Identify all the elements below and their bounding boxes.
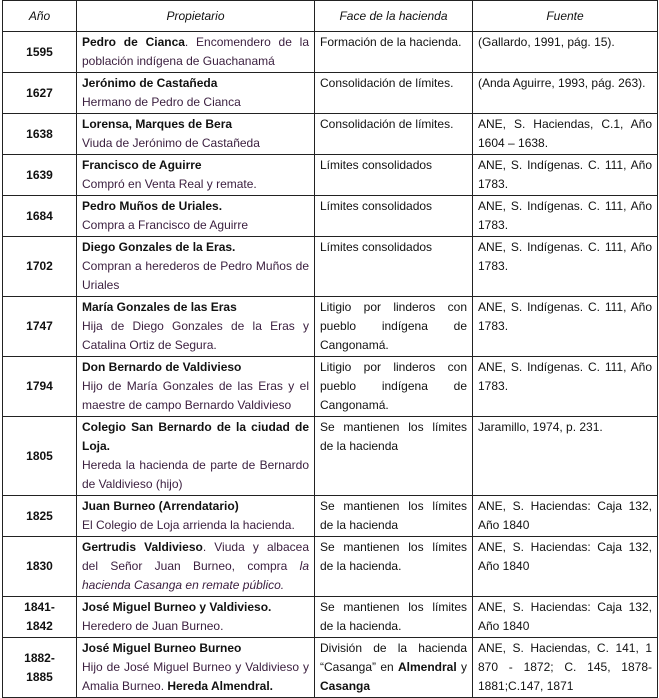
phase-cell — [315, 155, 473, 196]
table-row — [3, 297, 658, 357]
source-cell — [473, 114, 658, 155]
year-text: 1842 — [26, 619, 53, 633]
year-cell — [3, 496, 77, 537]
owner-cell — [77, 114, 315, 155]
year-text: 1841- — [24, 600, 55, 614]
owner-name: José Miguel Burneo Burneo — [82, 641, 242, 655]
header-phase: Face de la hacienda — [315, 1, 473, 32]
table-row — [3, 114, 658, 155]
source-text: (Gallardo, 1991, pág. 15). — [478, 35, 615, 49]
source-cell — [473, 496, 658, 537]
year-cell — [3, 155, 77, 196]
source-text: ANE, S. Indígenas. C. 111, Año 1783. — [478, 158, 652, 191]
owner-name: Pedro de Cianca — [82, 35, 185, 49]
source-cell — [473, 357, 658, 417]
phase-cell — [315, 417, 473, 496]
owner-description: El Colegio de Loja arrienda la hacienda. — [82, 518, 295, 532]
year-text: 1702 — [26, 259, 53, 273]
owner-description: Hijo de José Miguel Burneo y Valdivieso y Amalia Burneo. — [82, 660, 309, 693]
year-cell — [3, 114, 77, 155]
year-cell — [3, 417, 77, 496]
owner-description: . Viuda y albacea del Señor Juan Burneo, compra — [82, 540, 309, 573]
phase-text: Límites consolidados — [320, 240, 433, 254]
year-text: 1747 — [26, 319, 53, 333]
year-cell — [3, 32, 77, 73]
phase-cell — [315, 297, 473, 357]
owner-name: Juan Burneo (Arrendatario) — [82, 499, 239, 513]
source-cell — [473, 32, 658, 73]
year-text: 1794 — [26, 379, 53, 393]
phase-text: Límites consolidados — [320, 199, 433, 213]
source-text: ANE, S. Haciendas: Caja 132, Año 1840 — [478, 540, 652, 573]
owner-name: Gertrudis Valdivieso — [82, 540, 203, 554]
header-year: Año — [3, 1, 77, 32]
year-cell — [3, 638, 77, 698]
phase-cell — [315, 114, 473, 155]
source-cell — [473, 237, 658, 297]
owner-description: Hijo de María Gonzales de las Eras y el maestre de campo Bernardo Valdivieso — [82, 379, 309, 412]
table-row — [3, 597, 658, 638]
source-cell — [473, 417, 658, 496]
owner-description: Heredero de Juan Burneo. — [82, 619, 224, 633]
owner-cell — [77, 357, 315, 417]
phase-cell — [315, 32, 473, 73]
source-cell — [473, 597, 658, 638]
source-text: Jaramillo, 1974, p. 231. — [478, 420, 603, 434]
header-owner: Propietario — [77, 1, 315, 32]
table-row — [3, 73, 658, 114]
phase-text: Consolidación de límites. — [320, 76, 454, 90]
source-text: ANE, S. Indígenas. C. 111, Año 1783. — [478, 360, 652, 393]
owner-cell — [77, 73, 315, 114]
table-row — [3, 417, 658, 496]
year-cell — [3, 597, 77, 638]
owner-description: Compra a Francisco de Aguirre — [82, 218, 249, 232]
source-cell — [473, 638, 658, 698]
source-text: ANE, S. Haciendas: Caja 132, Año 1840 — [478, 600, 652, 633]
owner-name: Francisco de Aguirre — [82, 158, 202, 172]
year-cell — [3, 196, 77, 237]
owner-cell — [77, 597, 315, 638]
owner-name: María Gonzales de las Eras — [82, 300, 237, 314]
phase-text: y — [456, 660, 467, 674]
owner-cell — [77, 196, 315, 237]
year-text: 1627 — [26, 85, 53, 100]
table-row — [3, 155, 658, 196]
source-text: ANE, S. Indígenas. C. 111, Año 1783. — [478, 240, 652, 273]
phase-text: Litigio por linderos con pueblo indígena de Cangonamá. — [320, 300, 467, 352]
owner-description: Compró en Venta Real y remate. — [82, 177, 257, 191]
owner-cell — [77, 638, 315, 698]
source-text: (Anda Aguirre, 1993, pág. 263). — [478, 76, 646, 90]
source-cell — [473, 297, 658, 357]
phase-text: Almendral — [398, 660, 457, 674]
owner-name: José Miguel Burneo y Valdivieso. — [82, 600, 272, 614]
phase-cell — [315, 196, 473, 237]
owner-description: Hija de Diego Gonzales de la Eras y Catalina Ortiz de Segura. — [82, 319, 309, 352]
phase-text: Consolidación de límites. — [320, 117, 454, 131]
year-cell — [3, 537, 77, 597]
year-cell — [3, 237, 77, 297]
year-text: 1825 — [26, 508, 53, 523]
owner-description: Viuda de Jerónimo de Castañeda — [82, 136, 260, 150]
owner-cell — [77, 155, 315, 196]
owner-name: Jerónimo de Castañeda — [82, 76, 218, 90]
table-row — [3, 496, 658, 537]
phase-cell — [315, 357, 473, 417]
source-text: ANE, S. Haciendas, C.1, Año 1604 – 1638. — [478, 117, 652, 150]
owner-name: Don Bernardo de Valdivieso — [82, 360, 242, 374]
source-text: ANE, S. Haciendas, C. 141, 1 870 - 1872; C. 145, 1878-1881;C.147, 1871 — [478, 641, 652, 693]
phase-cell — [315, 496, 473, 537]
table-row — [3, 237, 658, 297]
owner-cell — [77, 237, 315, 297]
phase-cell — [315, 73, 473, 114]
owner-name: Hereda Almendral. — [167, 679, 273, 693]
phase-text: Se mantienen los límites de la hacienda — [320, 420, 467, 453]
year-text: 1638 — [26, 126, 53, 141]
owner-cell — [77, 417, 315, 496]
owner-name: Lorensa, Marques de Bera — [82, 117, 233, 131]
source-cell — [473, 537, 658, 597]
table-row — [3, 196, 658, 237]
source-cell — [473, 196, 658, 237]
table-row — [3, 357, 658, 417]
owner-description: . Encomendero de la población indígena de Guachanamá — [82, 35, 309, 68]
header-source: Fuente — [473, 1, 658, 32]
owner-name: Pedro Muños de Uriales. — [82, 199, 223, 213]
owner-cell — [77, 496, 315, 537]
year-cell — [3, 73, 77, 114]
source-cell — [473, 73, 658, 114]
source-text: ANE, S. Haciendas: Caja 132, Año 1840 — [478, 499, 652, 532]
phase-text: Casanga — [320, 679, 371, 693]
phase-cell — [315, 537, 473, 597]
source-text: ANE, S. Indígenas. C. 111, Año 1783. — [478, 199, 652, 232]
owner-description: la hacienda Casanga en remate público. — [82, 559, 309, 592]
phase-text: Se mantienen los límites de la hacienda — [320, 499, 467, 532]
table-row — [3, 537, 658, 597]
source-cell — [473, 155, 658, 196]
owner-cell — [77, 32, 315, 73]
table-row — [3, 32, 658, 73]
year-text: 1805 — [26, 448, 53, 463]
phase-text: Se mantienen los límites de la hacienda. — [320, 540, 467, 573]
owner-name: Colegio San Bernardo de la ciudad de Loja. — [82, 420, 309, 453]
phase-cell — [315, 597, 473, 638]
phase-text: Formación de la hacienda. — [320, 35, 462, 49]
table-body — [3, 32, 658, 698]
year-text: 1882- — [24, 650, 55, 665]
phase-text: Límites consolidados — [320, 158, 433, 172]
phase-text: Se mantienen los límites de la hacienda. — [320, 600, 467, 633]
year-cell — [3, 297, 77, 357]
phase-text: Litigio por linderos con pueblo indígena de Cangonamá. — [320, 360, 467, 412]
phase-text: División de la hacienda “Casanga” en — [320, 641, 467, 674]
header-row — [3, 1, 658, 32]
phase-cell — [315, 638, 473, 698]
hacienda-ownership-table — [2, 0, 658, 698]
phase-cell — [315, 237, 473, 297]
owner-description: Hermano de Pedro de Cianca — [82, 95, 241, 109]
table-row — [3, 638, 658, 698]
owner-description: Compran a herederos de Pedro Muños de Uriales — [82, 259, 309, 292]
year-text: 1885 — [26, 669, 53, 684]
owner-cell — [77, 297, 315, 357]
owner-name: Diego Gonzales de la Eras. — [82, 240, 236, 254]
year-text: 1830 — [26, 559, 53, 573]
owner-description: Hereda la hacienda de parte de Bernardo de Valdivieso (hijo) — [82, 458, 309, 491]
year-text: 1684 — [26, 208, 53, 223]
source-text: ANE, S. Indígenas. C. 111, Año 1783. — [478, 300, 652, 333]
owner-cell — [77, 537, 315, 597]
year-text: 1639 — [26, 167, 53, 182]
year-text: 1595 — [26, 44, 53, 59]
year-cell — [3, 357, 77, 417]
